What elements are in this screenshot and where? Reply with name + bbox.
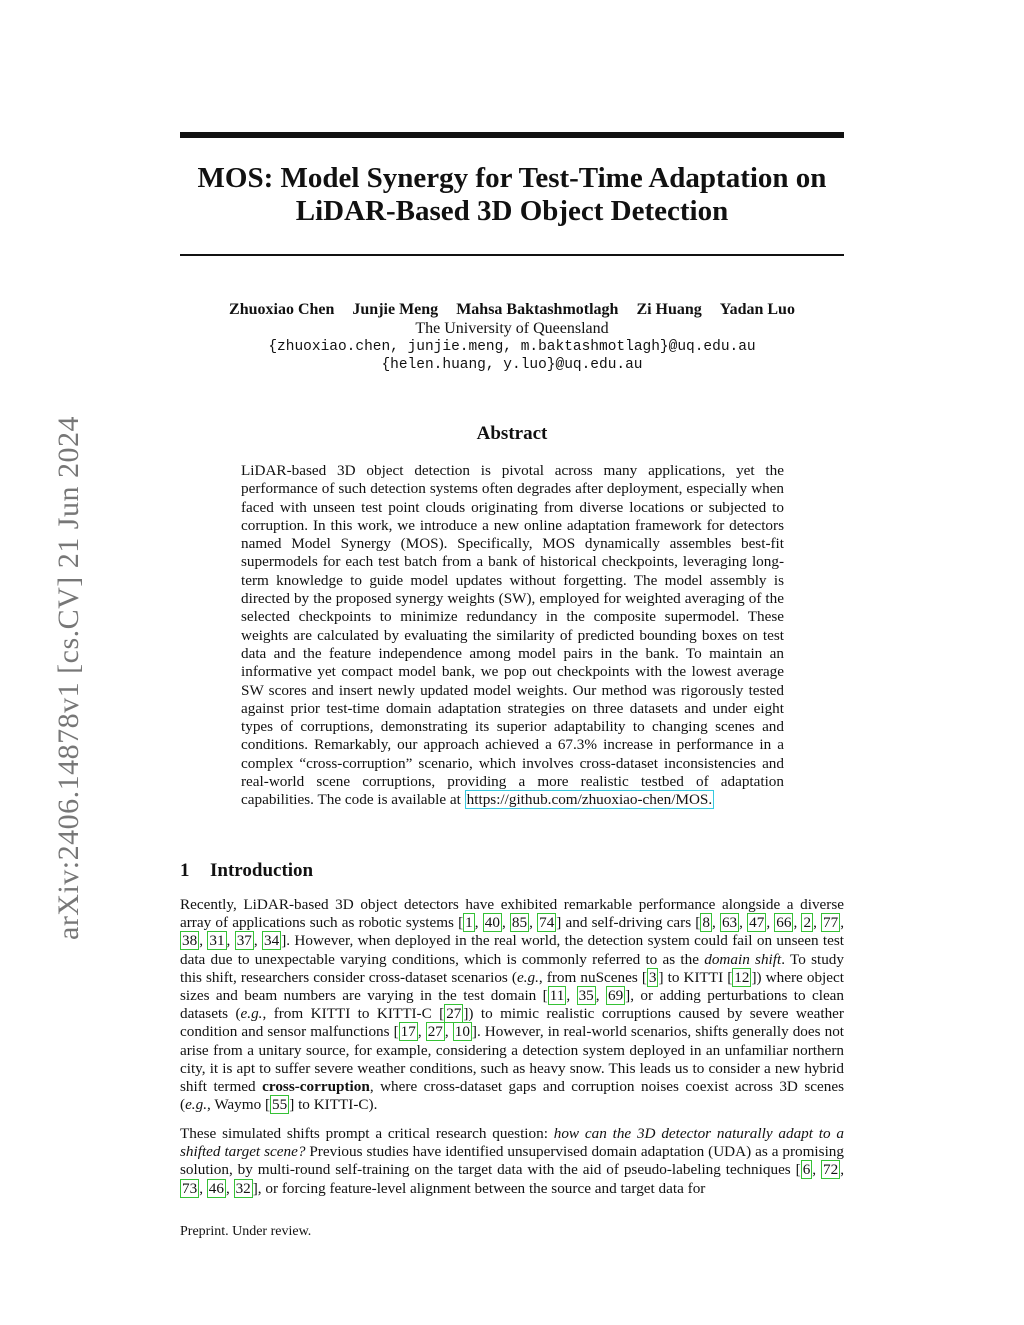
emphasis: e.g. (185, 1096, 207, 1114)
citation[interactable]: 6 (802, 1161, 811, 1179)
citation[interactable]: 63 (721, 914, 738, 932)
author-list (180, 300, 844, 319)
emphasis: e.g. (240, 1005, 263, 1023)
citation[interactable]: 2 (803, 914, 812, 932)
citation[interactable]: 40 (484, 914, 500, 932)
email-line-2: {helen.huang, y.luo}@uq.edu.au (381, 357, 643, 373)
author: Yadan Luo (719, 301, 795, 318)
code-link[interactable]: https://github.com/zhuoxiao-chen/MOS. (466, 791, 713, 809)
citation[interactable]: 17 (400, 1023, 416, 1041)
abstract-body (241, 462, 784, 810)
text-run: ] to KITTI-C). (289, 1096, 378, 1114)
title-line-1: MOS: Model Synergy for Test-Time Adaptation on (197, 162, 827, 194)
text-run: ] and self-driving cars [ (556, 914, 701, 932)
intro-paragraph-2: These simulated shifts prompt a critical research question: how can the 3D detector naturally adapt to a shifted target scene? Previous studies have identified unsupervised domain adaptation (UDA) as a promising solution, by multi-round self-training on the target data with the aid of pseudo-labeling techniques [ 6 , 72 , 73 , 46 , 32 ], or forcing feature-level alignment between the source and target data for (180, 1125, 845, 1197)
emphasis: how can the 3D detector naturally adapt to a shifted target scene? (180, 1125, 845, 1161)
citation[interactable]: 46 (208, 1179, 224, 1197)
text-run: ]) to mimic realistic corruptions caused by severe weather condition and sensor malfunctions [ (180, 1005, 844, 1041)
author: Mahsa Baktashmotlagh (456, 301, 619, 318)
citation[interactable]: 12 (734, 968, 750, 986)
text-run: ]. However, when deployed in the real world, the detection system could fail on unseen test data due to unexpectable varying conditions, which is commonly referred to as the (180, 932, 845, 968)
author: Junjie Meng (352, 301, 439, 318)
text-run: ], or forcing feature-level alignment between the source and target data for (252, 1179, 706, 1197)
title-bottom-rule (180, 254, 844, 256)
citation[interactable]: 38 (182, 932, 198, 950)
citation[interactable]: 1 (465, 914, 473, 932)
footer-note: Preprint. Under review. (180, 1224, 312, 1239)
citation[interactable]: 55 (272, 1096, 288, 1114)
citation[interactable]: 74 (539, 914, 555, 932)
text-run: , from KITTI to KITTI-C [ (262, 1005, 445, 1023)
text-run: ], or adding perturbations to clean datasets ( (180, 987, 845, 1023)
citation[interactable]: 34 (264, 932, 280, 950)
text-run: Previous studies have identified unsupervised domain adaptation (UDA) as a promising solution, by multi-round self-training on the target data with the aid of pseudo-labeling techniques [ (180, 1143, 844, 1179)
text-run: These simulated shifts prompt a critical research question: (180, 1125, 554, 1142)
citation[interactable]: 47 (749, 914, 765, 932)
citation[interactable]: 77 (823, 914, 839, 932)
text-run: . To study this shift, researchers consider cross-dataset scenarios ( (180, 950, 844, 986)
arxiv-identifier: arXiv:2406.14878v1 [cs.CV] 21 Jun 2024 (52, 416, 85, 940)
citation[interactable]: 35 (578, 987, 594, 1005)
citation[interactable]: 69 (607, 987, 624, 1005)
text-run: Recently, LiDAR-based 3D object detectors have exhibited remarkable performance alongside a diverse array of applications such as robotic systems [ (180, 896, 844, 932)
citation[interactable]: 31 (209, 932, 225, 950)
text-run: , Waymo [ (207, 1096, 271, 1114)
text-run: ]. However, in real-world scenarios, shifts generally does not arise from a unitary source, for example, considering a detection system deployed in an unfamiliar northern city, it is apt to suffer severe weather conditions, such as heavy snow. This leads us to consider a new hybrid shift termed (180, 1023, 845, 1096)
bold-term: cross-corruption (262, 1078, 370, 1096)
citation[interactable]: 72 (823, 1161, 839, 1179)
citation[interactable]: 32 (235, 1179, 251, 1197)
text-run: , from nuScenes [ (538, 968, 647, 986)
citation[interactable]: 66 (776, 914, 792, 932)
text-run: ]) where object sizes and beam numbers are varying in the test domain [ (180, 968, 844, 1005)
emphasis: domain shift (704, 950, 782, 968)
intro-paragraph-1: Recently, LiDAR-based 3D object detectors have exhibited remarkable performance alongside a diverse array of applications such as robotic systems [ 1 , 40 , 85 , 74 ] and self-driving cars [ 8 , 63 , 47 , 66 , 2 , 77 , 38 , 31 , 37 , 34 ]. However, when deployed in the real world, the detection system could fail on unseen test data due to unexpectable varying conditions, which is commonly referred to as the domain shift. To study this shift, researchers consider cross-dataset scenarios (e.g., from nuScenes [ 3 ] to KITTI [ 12 ]) where object sizes and beam numbers are varying in the test domain [ 11 , 35 , 69 ], or adding perturbations to clean datasets (e.g., from KITTI to KITTI-C [ 27 ]) to mimic realistic corruptions caused by severe weather condition and sensor malfunctions [ 17 , 27 , 10 ]. However, in real-world scenarios, shifts generally does not arise from a unitary source, for example, considering a detection system deployed in an unfamiliar northern city, it is apt to suffer severe weather conditions, such as heavy snow. This leads us to consider a new hybrid shift termed cross-corruption, where cross-dataset gaps and corruption noises coexist across 3D scenes (e.g., Waymo [ 55 ] to KITTI-C). (180, 896, 845, 1114)
section-heading (180, 860, 313, 882)
abstract-heading: Abstract (476, 423, 548, 444)
abstract-text: LiDAR-based 3D object detection is pivotal across many applications, yet the performance of such detection systems often degrades after deployment, especially when faced with unseen test point clouds originating from diverse locations or subjected to corruption. In this work, we introduce a new online adaptation framework for detectors named Model Synergy (MOS). Specifically, MOS dynamically assembles best-fit supermodels for each test batch from a bank of historical checkpoints, leveraging long-term knowledge to guide model updates without forgetting. The model assembly is directed by the proposed synergy weights (SW), employed for weighted averaging of the selected checkpoints to minimize redundancy in the composite supermodel. These weights are calculated by evaluating the similarity of predicted bounding boxes on test data and the feature independence among model pairs in the bank. To maintain an informative yet compact model bank, we pop out checkpoints with the lowest average SW scores and insert newly updated model weights. Our method was rigorously tested against prior test-time domain adaptation strategies on three datasets and under eight types of corruptions, demonstrating its superior adaptability to changing scenes and conditions. Remarkably, our approach achieved a 67.3% increase in performance in a complex “cross-corruption” scenario, which involves cross-dataset inconsistencies and real-world scene corruptions, providing a more realistic testbed of adaptation capabilities. The code is available at (241, 462, 784, 809)
citation[interactable]: 27 (446, 1005, 462, 1023)
citation[interactable]: 10 (454, 1023, 470, 1041)
author: Zi Huang (636, 301, 702, 318)
affiliation: The University of Queensland (415, 320, 609, 337)
email-line-1: {zhuoxiao.chen, junjie.meng, m.baktashmotlagh}@uq.edu.au (268, 339, 756, 355)
citation[interactable]: 37 (236, 932, 252, 950)
title-top-rule (180, 132, 844, 138)
citation[interactable]: 11 (549, 987, 565, 1005)
citation[interactable]: 3 (648, 968, 657, 986)
citation[interactable]: 8 (702, 914, 710, 932)
text-run: , where cross-dataset gaps and corruption noises coexist across 3D scenes ( (180, 1078, 844, 1114)
section-number: 1 (180, 860, 190, 881)
section-title: Introduction (210, 860, 314, 881)
title-line-2: LiDAR-Based 3D Object Detection (295, 195, 729, 227)
emphasis: e.g. (516, 968, 539, 986)
citation[interactable]: 73 (182, 1179, 198, 1197)
citation[interactable]: 27 (427, 1023, 443, 1041)
paper-title (180, 162, 844, 228)
text-run: ] to KITTI [ (658, 968, 733, 986)
citation[interactable]: 85 (511, 914, 528, 932)
author: Zhuoxiao Chen (229, 301, 335, 318)
